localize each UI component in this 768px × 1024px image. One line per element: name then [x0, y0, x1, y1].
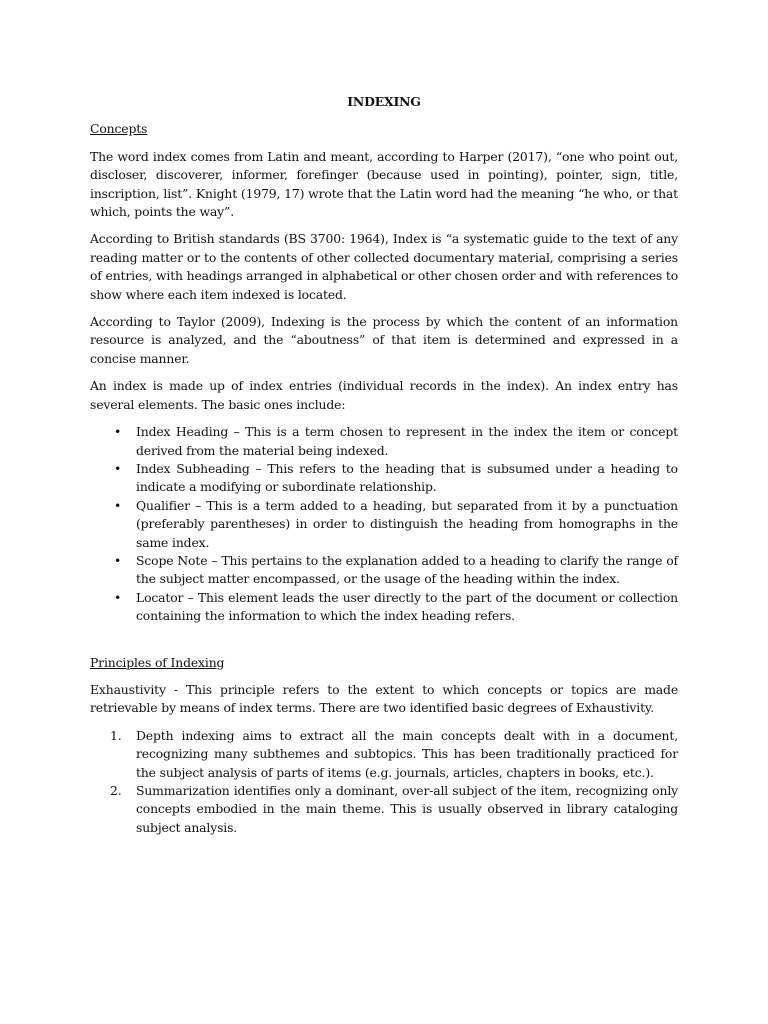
section-spacer [90, 626, 678, 654]
paragraph-index-entries: An index is made up of index entries (individual records in the index). An index entry has several elements. The basic ones include: [90, 378, 678, 412]
paragraph-word-origin: The word index comes from Latin and meant, according to Harper (2017), “one who point out, discloser, discoverer, informer, forefinger (because used in pointing), pointer, sign, title, inscription, list”. Knight (1979, 17) wrote that the Latin word had the meaning “he who, or that which, points the way”. [90, 148, 678, 220]
bullet-icon: • [114, 497, 122, 513]
paragraph-british-standards: According to British standards (BS 3700: 1964), Index is “a systematic guide to the text of any reading matter or to the contents of other collected documentary material, comprising a series of entries, with headings arranged in alphabetical or other chosen order and with references to show where each item indexed is located. [90, 231, 679, 302]
list-item-text: Depth indexing aims to extract all the main concepts dealt with in a document, recognizing many subthemes and subtopics. This has been traditionally practiced for the subject analysis of parts of items (e.g. journals, articles, chapters in books, etc.). [136, 727, 678, 780]
bullet-icon: • [114, 589, 122, 605]
list-item [90, 497, 678, 552]
bullet-icon: • [114, 552, 122, 568]
document-title: INDEXING [347, 94, 421, 109]
list-item [90, 423, 678, 460]
list-item-number: 2. [110, 783, 122, 798]
list-item-text: Summarization identifies only a dominant, over-all subject of the item, recognizing only concepts embodied in the main theme. This is usually observed in library cataloging subject analysis. [136, 783, 678, 835]
paragraph-taylor-definition: According to Taylor (2009), Indexing is the process by which the content of an information resource is analyzed, and the “aboutness” of that item is determined and expressed in a concise manner. [90, 314, 678, 366]
list-item [90, 552, 678, 589]
list-item-text: Index Subheading – This refers to the heading that is subsumed under a heading to indicate a modifying or subordinate relationship. [136, 460, 678, 495]
list-item [90, 460, 678, 497]
paragraph-exhaustivity: Exhaustivity - This principle refers to the extent to which concepts or topics are made retrievable by means of index terms. There are two identified basic degrees of Exhaustivity. [90, 681, 678, 716]
document-page [90, 93, 678, 837]
section-heading-principles: Principles of Indexing [90, 654, 225, 670]
bullet-icon: • [114, 424, 122, 440]
list-item-text: Locator – This element leads the user directly to the part of the document or collection containing the information to which the index heading refers. [136, 589, 678, 624]
index-elements-list [90, 423, 678, 625]
list-item [90, 727, 678, 782]
section-heading-concepts: Concepts [90, 121, 148, 137]
list-item-text: Index Heading – This is a term chosen to represent in the index the item or concept derived from the material being indexed. [136, 424, 678, 458]
list-item-text: Qualifier – This is a term added to a heading, but separated from it by a punctuation (preferably parentheses) in order to distinguish the heading from homographs in the same index. [136, 497, 678, 550]
bullet-icon: • [114, 460, 122, 476]
list-item [90, 589, 678, 626]
list-item [90, 782, 678, 837]
list-item-number: 1. [110, 727, 122, 743]
exhaustivity-degrees-list [90, 727, 678, 837]
list-item-text: Scope Note – This pertains to the explanation added to a heading to clarify the range of the subject matter encompassed, or the usage of the heading within the index. [136, 552, 678, 587]
